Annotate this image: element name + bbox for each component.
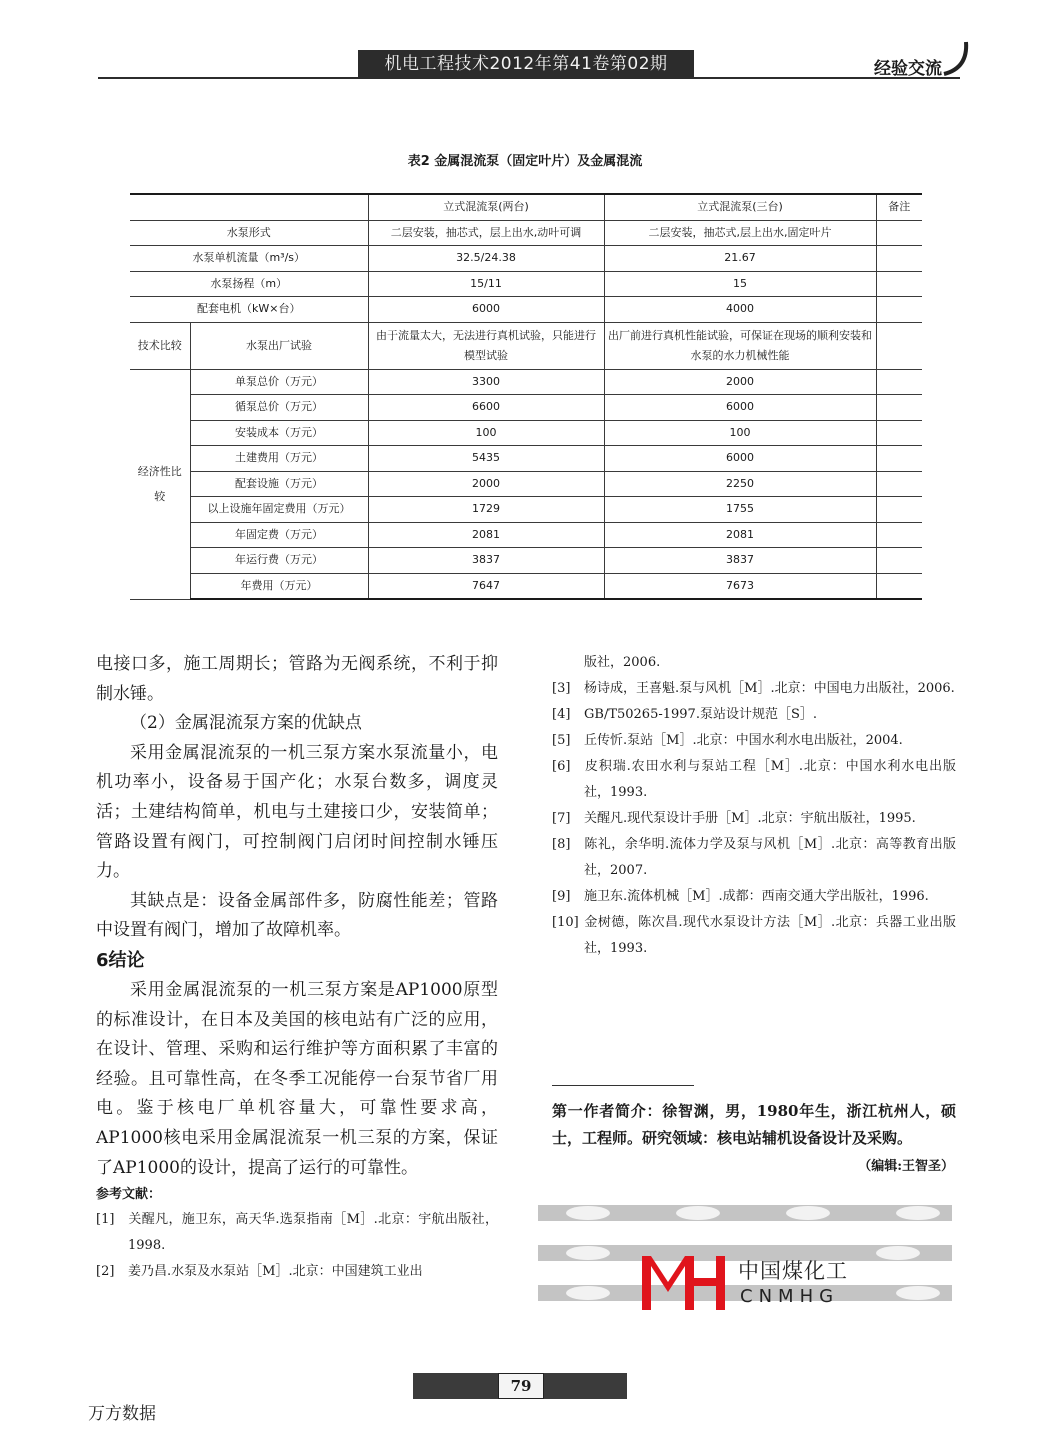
subheading: （2）金属混流泵方案的优缺点 bbox=[130, 713, 362, 734]
cell-a: 3300 bbox=[368, 369, 604, 395]
header-rule bbox=[98, 77, 960, 79]
cell-a: 二层安装，抽芯式，层上出水,动叶可调 bbox=[368, 220, 604, 246]
cell-b: 出厂前进行真机性能试验，可保证在现场的顺利安装和水泵的水力机械性能 bbox=[604, 322, 876, 369]
logo-cn-text: 中国煤化工 bbox=[738, 1259, 848, 1283]
left-column bbox=[96, 650, 498, 1285]
reference-item: [8] 陈礼，余华明.流体力学及泵与风机［M］.北京：高等教育出版社，2007. bbox=[552, 837, 956, 878]
table-row bbox=[130, 573, 922, 599]
row-label: 水泵单机流量（m³/s） bbox=[130, 246, 368, 272]
cell-b: 6000 bbox=[604, 446, 876, 472]
cell-a: 1729 bbox=[368, 497, 604, 523]
table-row bbox=[130, 446, 922, 472]
cell-a: 2081 bbox=[368, 522, 604, 548]
cell-a: 100 bbox=[368, 420, 604, 446]
cell-a: 由于流量太大，无法进行真机试验，只能进行模型试验 bbox=[368, 322, 604, 369]
reference-item: [7] 关醒凡.现代泵设计手册［M］.北京：宇航出版社，1995. bbox=[552, 811, 916, 826]
row-label: 年运行费（万元） bbox=[190, 548, 368, 574]
row-label: 单泵总价（万元） bbox=[190, 369, 368, 395]
cell-b: 100 bbox=[604, 420, 876, 446]
cell-b: 7673 bbox=[604, 573, 876, 599]
journal-header: 机电工程技术2012年第41卷第02期 bbox=[358, 50, 694, 78]
econ-group-label: 经济性比较 bbox=[130, 369, 190, 599]
row-label: 水泵出厂试验 bbox=[190, 322, 368, 369]
page-number: 79 bbox=[498, 1373, 544, 1399]
reference-item: [2] 姜乃昌.水泵及水泵站［M］.北京：中国建筑工业出 bbox=[96, 1264, 423, 1280]
row-label: 配套设施（万元） bbox=[190, 471, 368, 497]
table-row bbox=[130, 522, 922, 548]
cell-a: 3837 bbox=[368, 548, 604, 574]
cell-b: 2081 bbox=[604, 522, 876, 548]
row-label: 配套电机（kW×台） bbox=[130, 297, 368, 323]
row-label: 年费用（万元） bbox=[190, 573, 368, 599]
cell-b: 6000 bbox=[604, 395, 876, 421]
swoosh-icon bbox=[940, 38, 974, 78]
paragraph: 采用金属混流泵的一机三泵方案水泵流量小，电机功率小，设备易于国产化；水泵台数多，调度灵活；土建结构简单，机电与土建接口少，安装简单；管路设置有阀门，可控制阀门启闭时间控制水锤压力。 bbox=[96, 742, 498, 882]
reference-item: [3] 杨诗成，王喜魁.泵与风机［M］.北京：中国电力出版社，2006. bbox=[552, 681, 955, 696]
col-header-remarks: 备注 bbox=[876, 194, 922, 220]
cell-a: 32.5/24.38 bbox=[368, 246, 604, 272]
section-title: 经验交流 bbox=[874, 59, 942, 79]
table-row bbox=[130, 297, 922, 323]
logo-en-text: CNMHG bbox=[740, 1286, 840, 1307]
row-label: 以上设施年固定费用（万元） bbox=[190, 497, 368, 523]
table-row bbox=[130, 548, 922, 574]
row-label: 土建费用（万元） bbox=[190, 446, 368, 472]
table-row bbox=[130, 322, 922, 369]
cell-b: 2000 bbox=[604, 369, 876, 395]
cell-a: 5435 bbox=[368, 446, 604, 472]
reference-item: [1] 关醒凡，施卫东，高天华.选泵指南［M］.北京：宇航出版社，1998. bbox=[96, 1212, 498, 1254]
cell-a: 2000 bbox=[368, 471, 604, 497]
reference-item: [4] GB/T50265-1997.泵站设计规范［S］. bbox=[552, 707, 817, 722]
paragraph: 采用金属混流泵的一机三泵方案是AP1000原型的标准设计，在日本及美国的核电站有广泛的应用，在设计、管理、采购和运行维护等方面积累了丰富的经验。且可靠性高，在冬季工况能停一台泵节省厂用电。鉴于核电厂单机容量大，可靠性要求高，AP1000核电采用金属混流泵一机三泵的方案，保证了AP1000的设计，提高了运行的可靠性。 bbox=[96, 979, 498, 1178]
reference-item: [5] 丘传忻.泵站［M］.北京：中国水利水电出版社，2004. bbox=[552, 733, 903, 748]
paragraph: 电接口多，施工周期长；管路为无阀系统，不利于抑制水锤。 bbox=[96, 654, 498, 704]
author-bio: 第一作者简介：徐智渊，男，1980年生，浙江杭州人，硕士，工程师。研究领域：核电站辅机设备设计及采购。 bbox=[552, 1102, 956, 1147]
reference-item: [10] 金树德，陈次昌.现代水泵设计方法［M］.北京：兵器工业出版社，1993. bbox=[552, 915, 956, 956]
table-row bbox=[130, 420, 922, 446]
paragraph: 其缺点是：设备金属部件多，防腐性能差；管路中设置有阀门，增加了故障机率。 bbox=[96, 890, 498, 941]
table-row bbox=[130, 271, 922, 297]
cell-b: 3837 bbox=[604, 548, 876, 574]
cell-a: 7647 bbox=[368, 573, 604, 599]
table-row bbox=[130, 369, 922, 395]
section-heading: 6结论 bbox=[96, 949, 145, 971]
table-row bbox=[130, 246, 922, 272]
reference-item: [6] 皮积瑞.农田水利与泵站工程［M］.北京：中国水利水电出版社，1993. bbox=[552, 759, 956, 800]
row-label: 水泵形式 bbox=[130, 220, 368, 246]
editor-note: （编辑:王智圣） bbox=[858, 1159, 954, 1174]
row-label: 年固定费（万元） bbox=[190, 522, 368, 548]
table-title: 表2 金属混流泵（固定叶片）及金属混流 bbox=[407, 154, 643, 169]
table-row bbox=[130, 220, 922, 246]
watermark: 万方数据 bbox=[88, 1404, 156, 1424]
bio-divider bbox=[552, 1085, 694, 1086]
row-label: 循泵总价（万元） bbox=[190, 395, 368, 421]
row-label: 安装成本（万元） bbox=[190, 420, 368, 446]
cell-b: 21.67 bbox=[604, 246, 876, 272]
col-header-three-pumps: 立式混流泵(三台) bbox=[604, 194, 876, 220]
cell-b: 4000 bbox=[604, 297, 876, 323]
comparison-table bbox=[130, 193, 922, 600]
references-title: 参考文献： bbox=[96, 1187, 162, 1203]
reference-continuation: 版社，2006. bbox=[584, 655, 661, 670]
col-header-two-pumps: 立式混流泵(两台) bbox=[368, 194, 604, 220]
tech-group-label: 技术比较 bbox=[130, 322, 190, 369]
table-header-row bbox=[130, 194, 922, 220]
row-label: 水泵扬程（m） bbox=[130, 271, 368, 297]
cell-a: 15/11 bbox=[368, 271, 604, 297]
cnmhg-logo-icon bbox=[640, 1252, 730, 1312]
cell-b: 1755 bbox=[604, 497, 876, 523]
table-row bbox=[130, 471, 922, 497]
cell-a: 6600 bbox=[368, 395, 604, 421]
cell-a: 6000 bbox=[368, 297, 604, 323]
reference-item: [9] 施卫东.流体机械［M］.成都：西南交通大学出版社，1996. bbox=[552, 889, 929, 904]
cell-b: 15 bbox=[604, 271, 876, 297]
cell-b: 二层安装，抽芯式,层上出水,固定叶片 bbox=[604, 220, 876, 246]
cell-b: 2250 bbox=[604, 471, 876, 497]
table-row bbox=[130, 497, 922, 523]
table-row bbox=[130, 395, 922, 421]
right-column bbox=[552, 650, 956, 962]
